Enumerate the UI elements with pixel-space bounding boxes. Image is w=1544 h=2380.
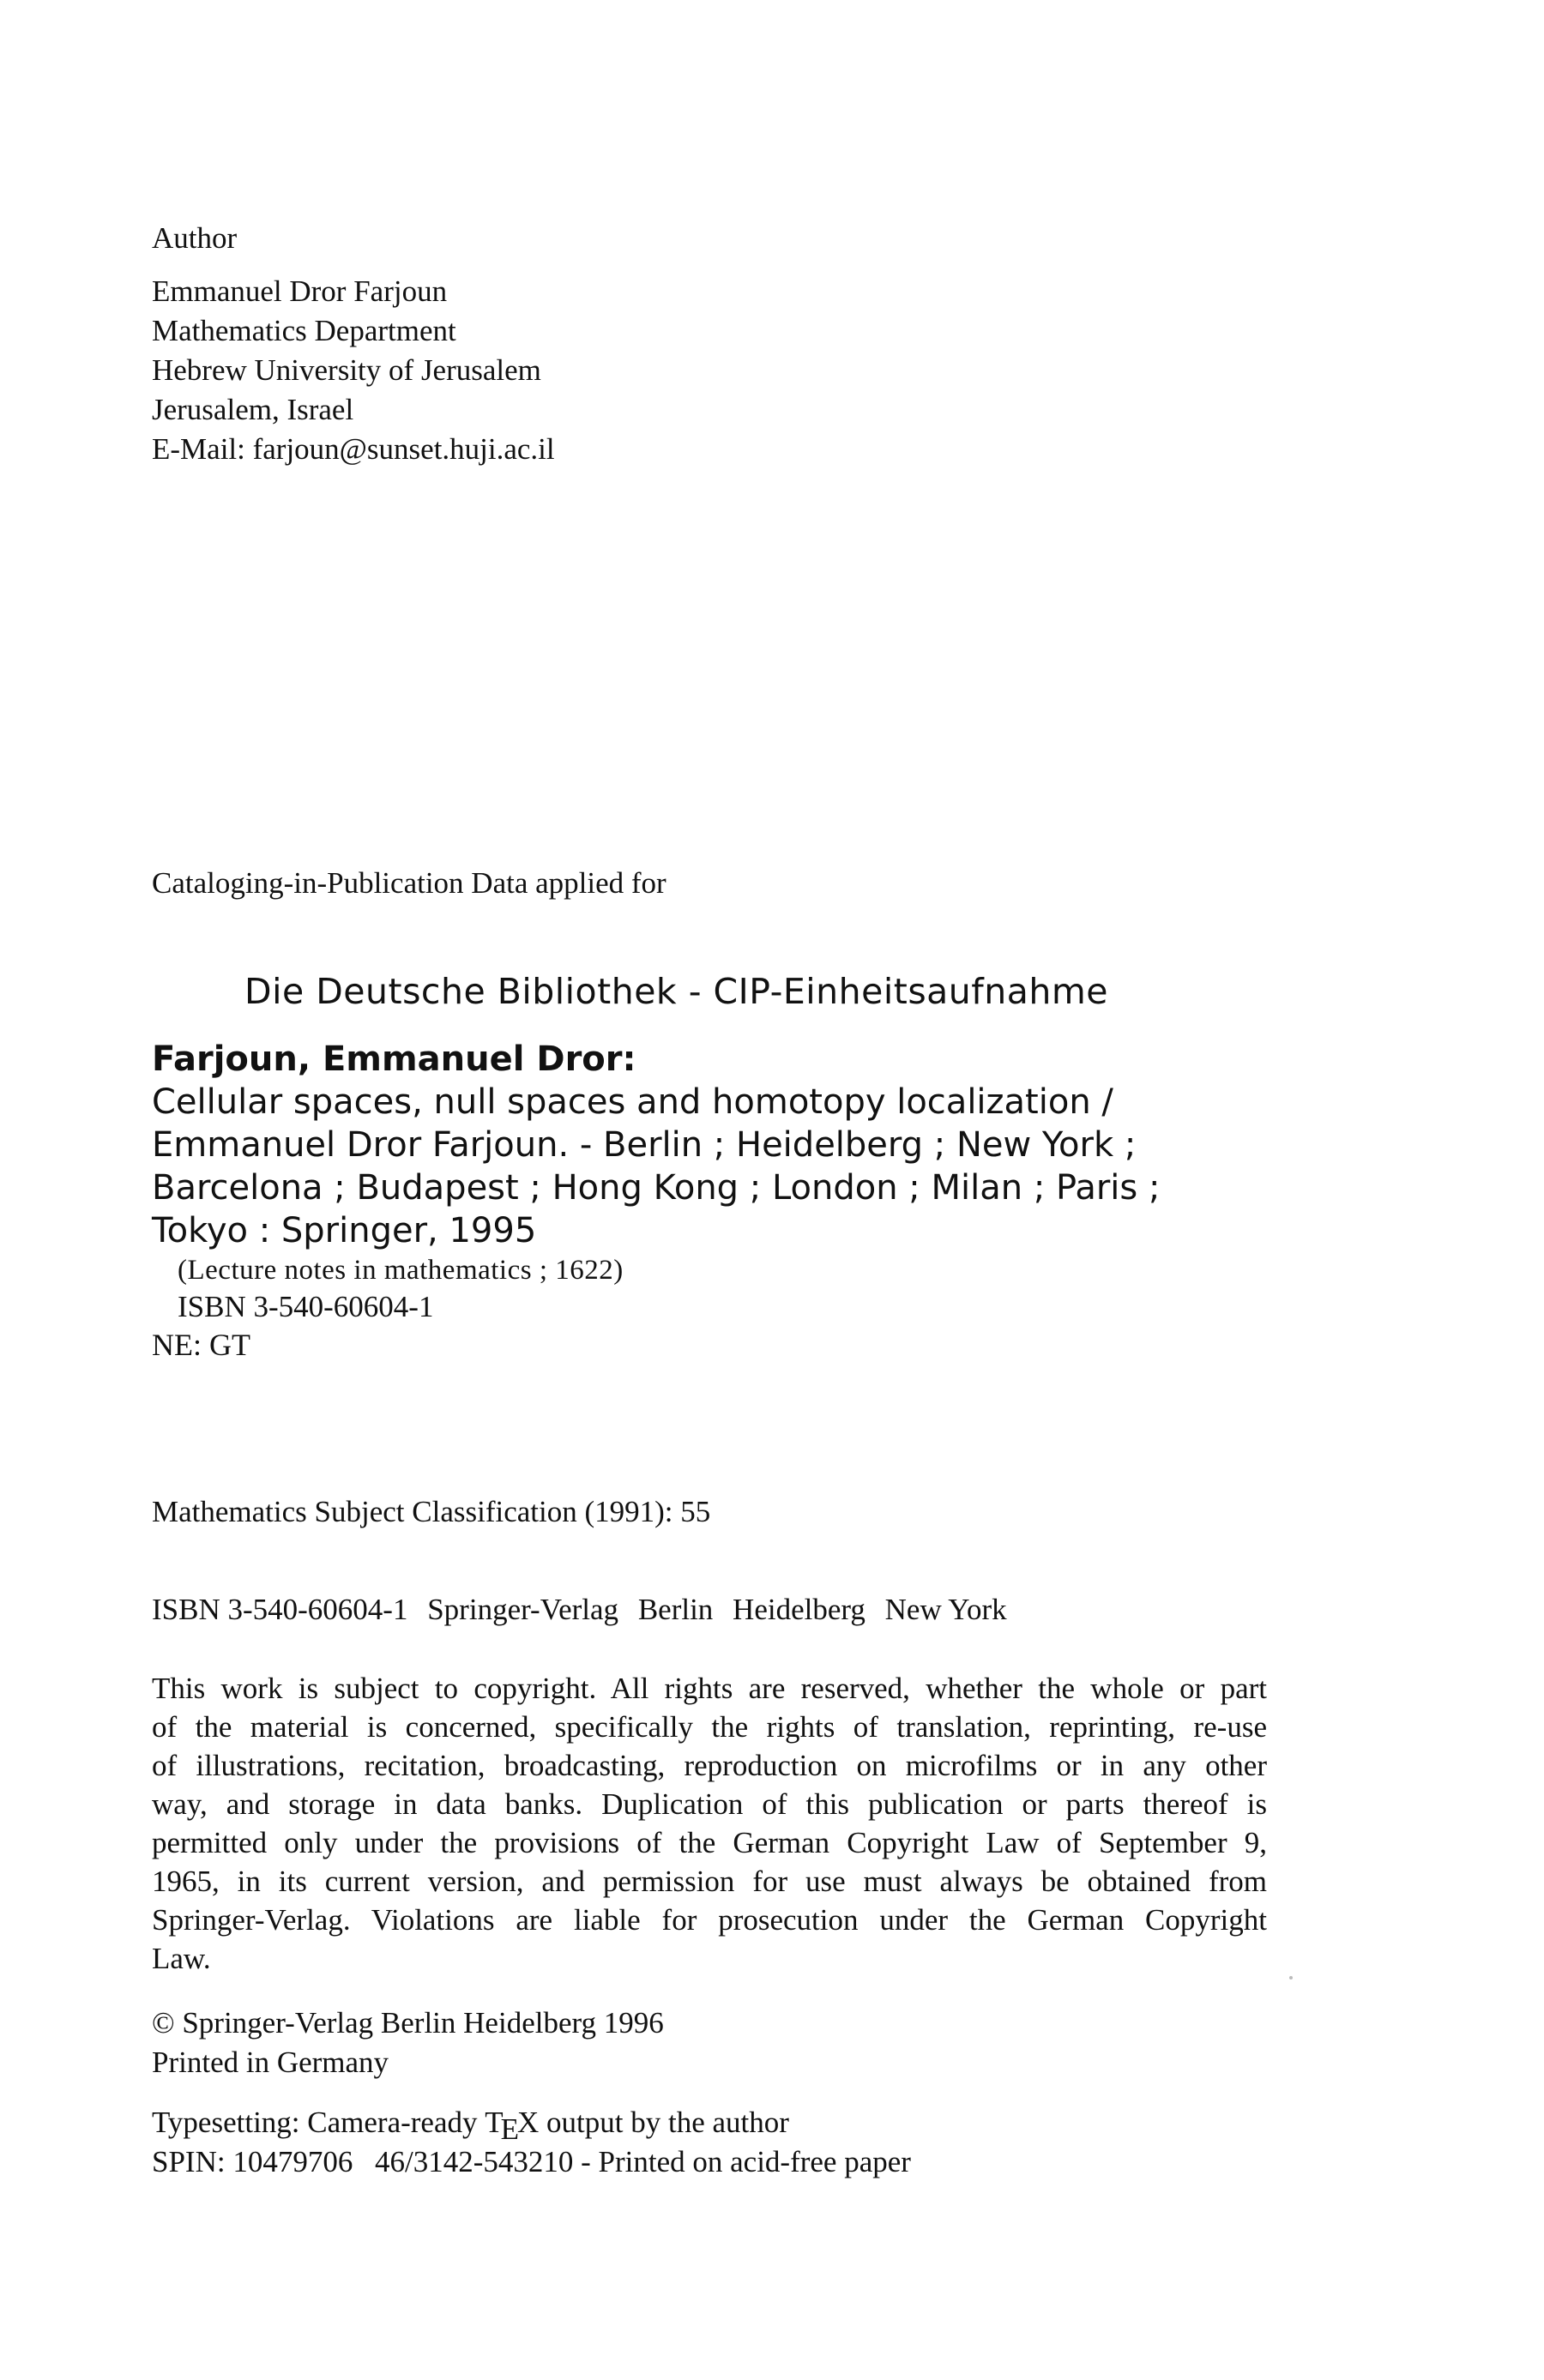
cip-applied-note: Cataloging-in-Publication Data applied for xyxy=(152,866,666,900)
tex-logo-e: E xyxy=(500,2112,520,2146)
author-department: Mathematics Department xyxy=(152,314,456,347)
copyright-line-1: This work is subject to copyright. All rights are reserved, whether the whole or part xyxy=(152,1672,1267,1705)
isbn-line xyxy=(152,1590,1007,1630)
author-block xyxy=(152,219,555,469)
author-name: Emmanuel Dror Farjoun xyxy=(152,274,448,308)
typesetting-line xyxy=(152,2103,911,2146)
isbn-city-2: Heidelberg xyxy=(733,1593,865,1626)
isbn-number: ISBN 3-540-60604-1 xyxy=(152,1593,408,1626)
copyright-line-3: of illustrations, recitation, broadcasting, reproduction on microfilms or in any other xyxy=(152,1749,1267,1782)
printed-block xyxy=(152,2003,664,2082)
copyright-line-7: Springer-Verlag. Violations are liable for prosecution under the German Copyright xyxy=(152,1903,1267,1937)
isbn-city-3: New York xyxy=(884,1593,1007,1626)
cip-imprint-line-3: Tokyo : Springer, 1995 xyxy=(152,1211,537,1250)
copyright-line-4: way, and storage in data banks. Duplication of this publication or parts thereof is xyxy=(152,1787,1267,1821)
cip-imprint-line-1: Emmanuel Dror Farjoun. - Berlin ; Heidelberg ; New York ; xyxy=(152,1125,1137,1165)
typesetting-prefix: Typesetting: Camera-ready xyxy=(152,2106,478,2139)
cip-title-line: Cellular spaces, null spaces and homotopy localization / xyxy=(152,1082,1113,1122)
copyright-notice xyxy=(152,1669,1267,1978)
cip-series: (Lecture notes in mathematics ; 1622) xyxy=(178,1255,624,1286)
tex-logo xyxy=(485,2103,540,2146)
copyright-line-2: of the material is concerned, specifically the rights of translation, reprinting, re-use xyxy=(152,1710,1267,1744)
cip-ne: NE: GT xyxy=(152,1328,250,1362)
copyright-line-6: 1965, in its current version, and permission for use must always be obtained from xyxy=(152,1865,1267,1898)
author-email: E-Mail: farjoun@sunset.huji.ac.il xyxy=(152,432,555,466)
cip-isbn: ISBN 3-540-60604-1 xyxy=(178,1290,434,1323)
author-location: Jerusalem, Israel xyxy=(152,393,354,426)
cip-heading: Die Deutsche Bibliothek - CIP-Einheitsaufnahme xyxy=(244,971,1108,1012)
cip-author-line: Farjoun, Emmanuel Dror: xyxy=(152,1039,636,1079)
isbn-publisher: Springer-Verlag xyxy=(427,1593,619,1626)
spin-line xyxy=(152,2142,911,2182)
cip-imprint-line-2: Barcelona ; Budapest ; Hong Kong ; London ; Milan ; Paris ; xyxy=(152,1168,1161,1208)
copyright-holder: © Springer-Verlag Berlin Heidelberg 1996 xyxy=(152,2006,664,2040)
scan-speck xyxy=(1289,1976,1293,1979)
tex-logo-x: X xyxy=(517,2106,540,2139)
typesetting-suffix: output by the author xyxy=(546,2106,789,2139)
typesetting-block xyxy=(152,2103,911,2182)
spin-number: SPIN: 10479706 xyxy=(152,2145,353,2178)
subject-classification: Mathematics Subject Classification (1991): 55 xyxy=(152,1495,711,1528)
tex-logo-t: T xyxy=(485,2106,504,2139)
copyright-line-8: Law. xyxy=(152,1942,211,1975)
copyright-line-5: permitted only under the provisions of the German Copyright Law of September 9, xyxy=(152,1826,1267,1859)
cip-record xyxy=(152,1038,1160,1364)
printed-country: Printed in Germany xyxy=(152,2046,389,2079)
spin-print-info: 46/3142-543210 - Printed on acid-free paper xyxy=(375,2145,911,2178)
author-university: Hebrew University of Jerusalem xyxy=(152,353,541,387)
isbn-city-1: Berlin xyxy=(637,1593,714,1626)
author-heading: Author xyxy=(152,221,238,255)
